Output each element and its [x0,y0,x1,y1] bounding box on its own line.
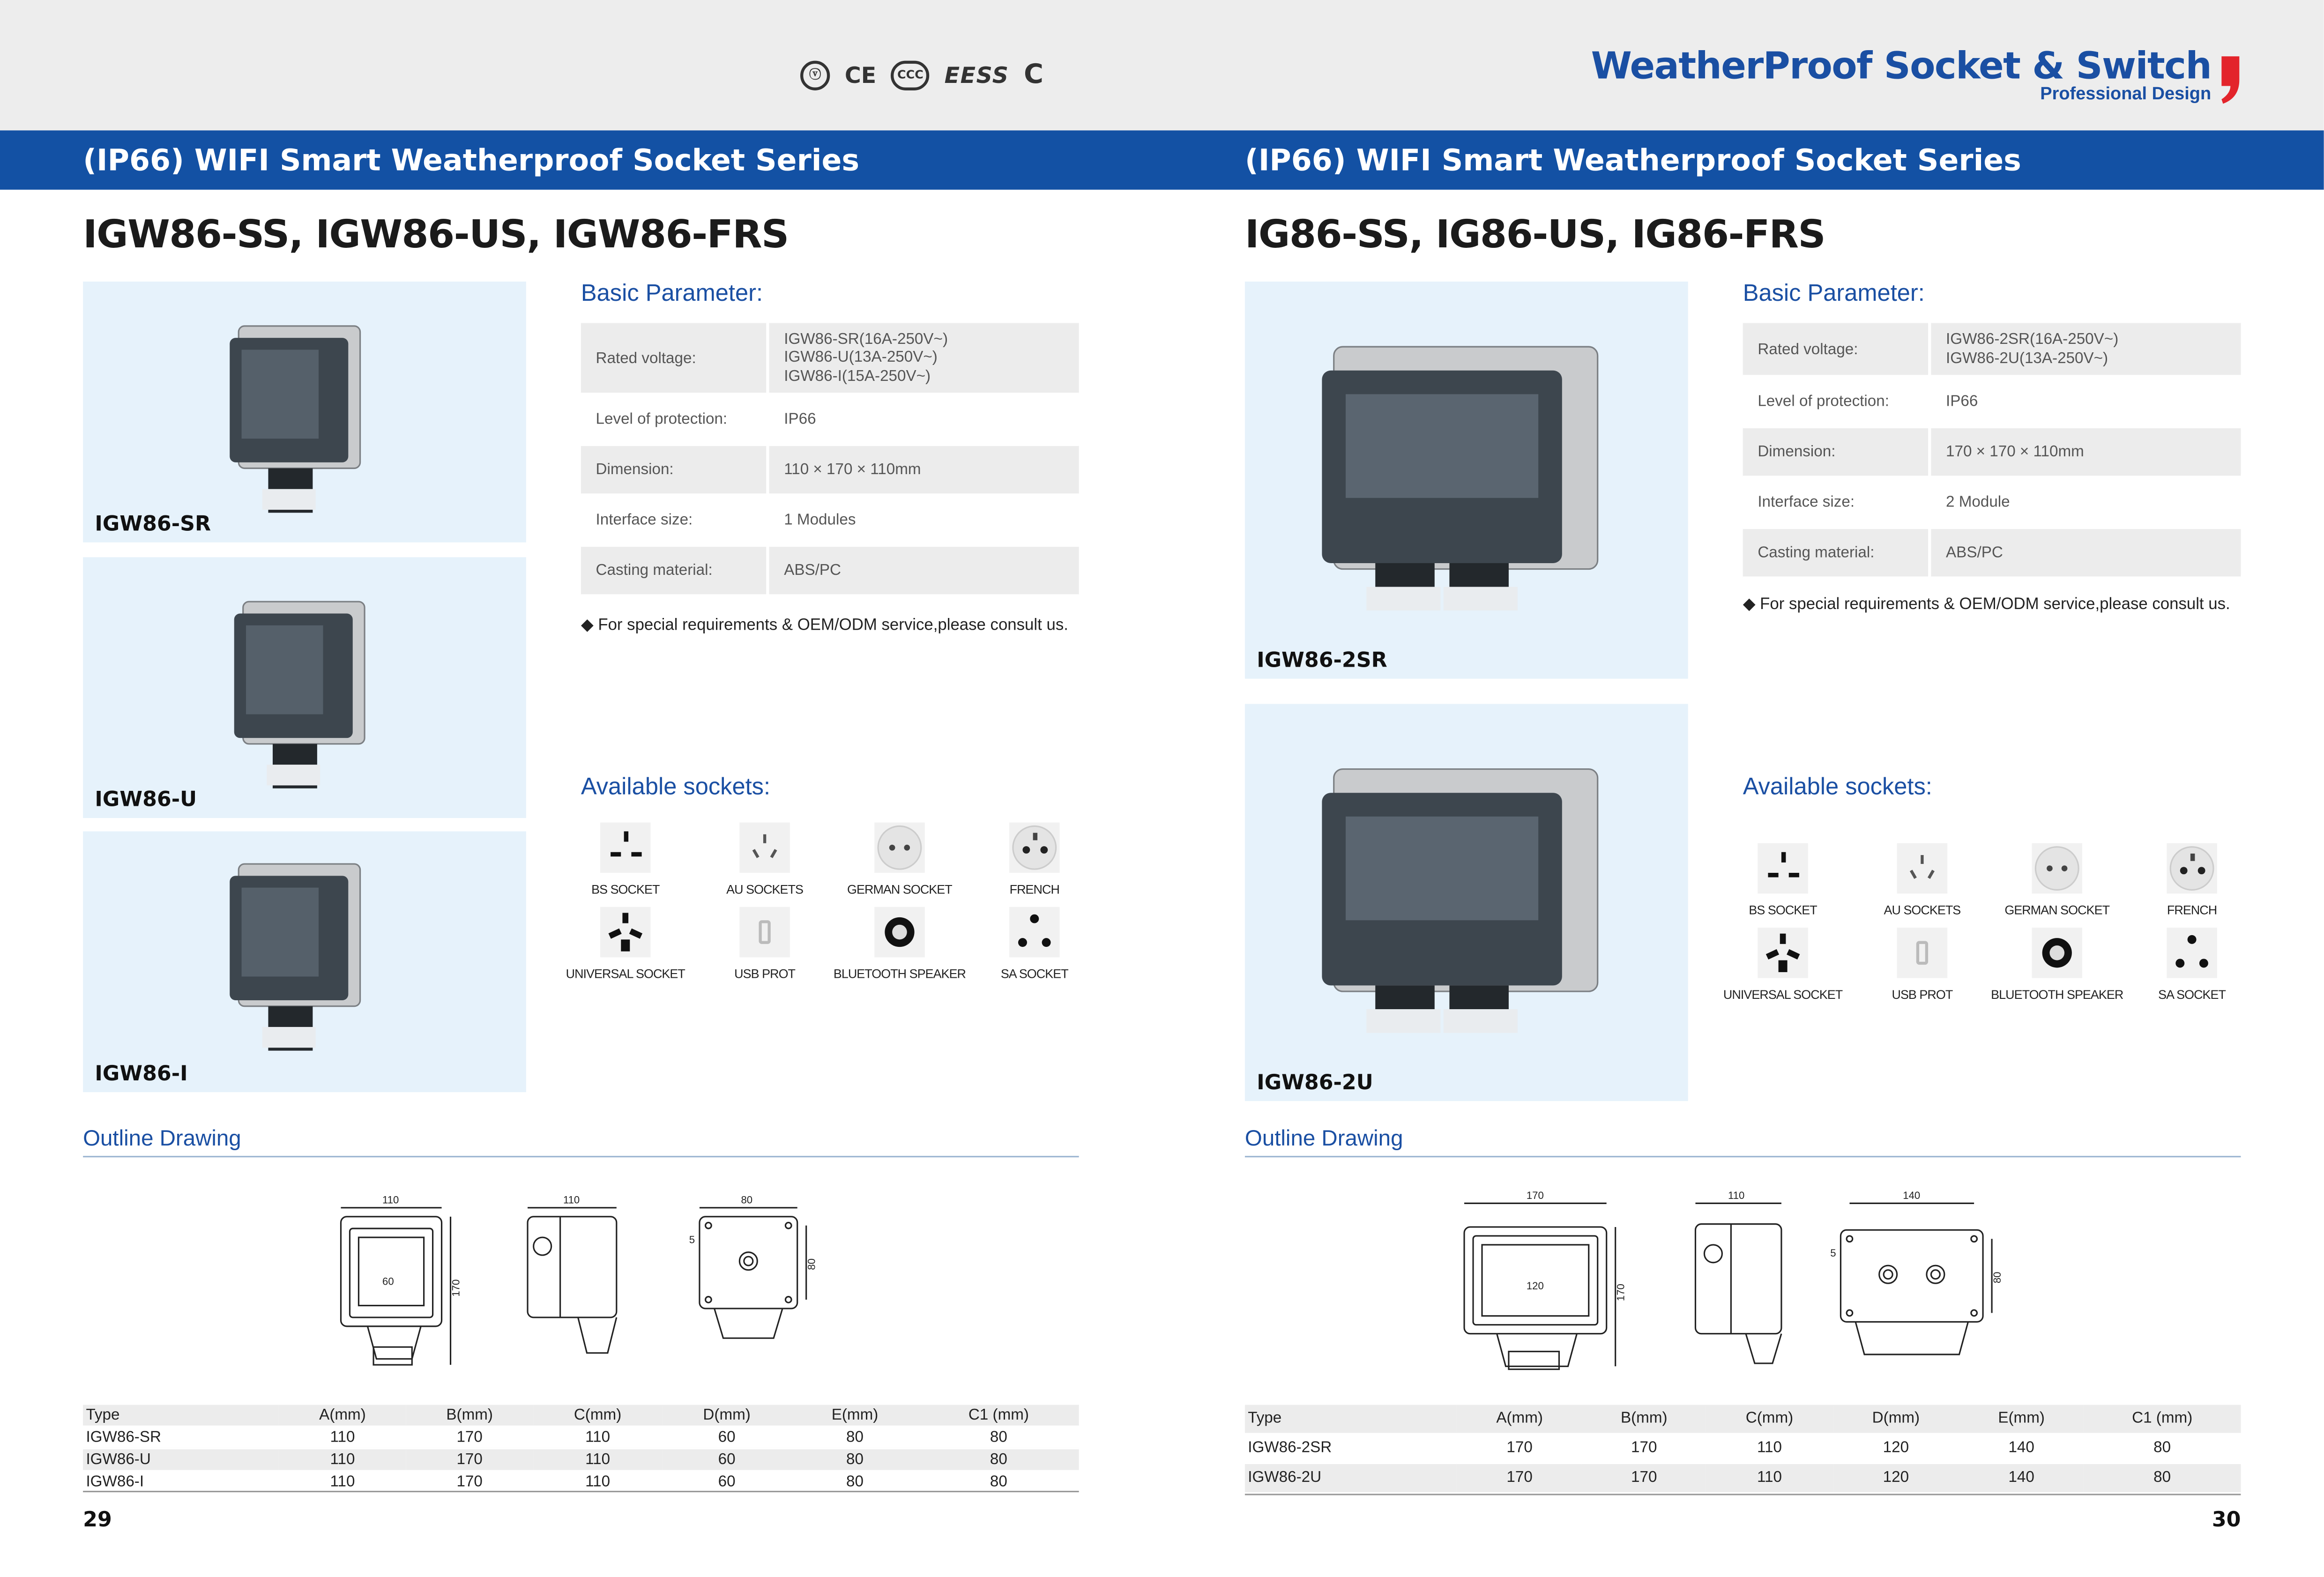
dim-label: 140 [1903,1189,1921,1201]
table-cell: 140 [2008,1468,2034,1487]
table-row [83,1426,1079,1448]
product-photo [1245,704,1688,1101]
column-header: Type [1248,1409,1282,1428]
column-header: C1 (mm) [2132,1409,2193,1428]
param-value: 110 × 170 × 110mm [767,445,1079,495]
socket-label: AU SOCKETS [1884,902,1961,917]
socket-label: BS SOCKET [591,881,660,897]
socket-option-usb-port [1855,928,1989,1002]
outline-drawing-heading: Outline Drawing [83,1126,241,1152]
param-value: ABS/PC [767,545,1079,596]
outline-drawing-double [1452,1185,2045,1393]
table-bottom-rule [83,1491,1079,1492]
dim-label: 110 [382,1194,399,1206]
param-key: Level of protection: [581,394,768,445]
param-key: Dimension: [1743,427,1930,477]
table-cell: 80 [846,1428,864,1446]
table-cell: 110 [330,1450,355,1468]
c-tick-mark-icon: C [1024,59,1043,90]
parameter-table [581,323,1079,597]
dim-label: 60 [382,1275,394,1287]
socket-label: UNIVERSAL SOCKET [1723,987,1843,1002]
column-header: C(mm) [1745,1409,1794,1428]
photo-caption: IGW86-2SR [1257,649,1387,673]
parameter-table [1743,323,2241,580]
outline-drawing-single [326,1190,860,1398]
socket-option-au-socket [698,822,832,896]
table-cell: 80 [846,1450,864,1468]
column-header: A(mm) [319,1406,366,1424]
series-title-right: (IP66) WIFI Smart Weatherproof Socket Series [1244,142,2021,178]
column-header: B(mm) [1620,1409,1668,1428]
column-header: Type [86,1406,120,1424]
bluetooth-speaker-icon [874,907,925,958]
socket-label: AU SOCKETS [726,881,804,897]
spec-table [1245,1405,2241,1493]
dim-label: 110 [1728,1189,1745,1201]
column-header: D(mm) [1872,1409,1920,1428]
product-photo [83,557,526,818]
param-key: Rated voltage: [581,323,768,394]
socket-option-bluetooth-speaker [1990,928,2124,1002]
table-cell: 80 [990,1472,1007,1490]
cert-v-icon: ⓥ [800,60,830,89]
socket-option-universal-socket [559,907,692,981]
page-left [0,190,1162,1577]
table-cell: 60 [718,1428,736,1446]
oem-note: ◆ For special requirements & OEM/ODM service,please consult us. [1743,595,2230,614]
single-socket-box-icon [224,323,372,516]
brand-title: WeatherProof Socket & Switch [1591,44,2212,88]
table-cell: 110 [1757,1439,1782,1457]
photo-caption: IGW86-I [95,1062,188,1086]
param-key: Interface size: [1743,477,1930,528]
brand-subtitle: Professional Design [2040,83,2212,104]
param-key: Dimension: [581,445,768,495]
series-title-left: (IP66) WIFI Smart Weatherproof Socket Series [83,142,860,178]
param-value: 1 Modules [767,495,1079,545]
dim-label: 5 [1830,1247,1836,1259]
sa-socket-icon [1009,907,1060,958]
table-cell: IGW86-I [86,1472,144,1490]
param-value: ABS/PC [1929,528,2241,578]
german-socket-icon [874,822,925,873]
table-cell: IGW86-SR [86,1428,162,1446]
universal-socket-icon [600,907,651,958]
dim-label: 5 [689,1234,695,1246]
table-cell: 140 [2008,1439,2034,1457]
dim-label: 170 [1615,1284,1627,1302]
section-rule [1245,1156,2241,1157]
table-row [1245,1463,2241,1492]
column-header: C(mm) [574,1406,622,1424]
socket-label: BS SOCKET [1749,902,1817,917]
socket-label: UNIVERSAL SOCKET [566,966,685,981]
column-header: C1 (mm) [968,1406,1029,1424]
table-cell: 80 [990,1428,1007,1446]
socket-option-german-socket [833,822,967,896]
available-sockets-heading: Available sockets: [1743,775,1932,801]
param-value: IP66 [1929,376,2241,427]
table-bottom-rule [1245,1494,2241,1495]
double-socket-box-icon [1316,341,1613,637]
table-cell: 170 [456,1450,483,1468]
dim-label: 80 [1991,1272,2004,1284]
photo-caption: IGW86-SR [95,513,211,537]
param-key: Casting material: [1743,528,1930,578]
param-key: Rated voltage: [1743,323,1930,377]
dim-label: 110 [563,1194,580,1206]
param-value: 170 × 170 × 110mm [1929,427,2241,477]
product-photo [1245,282,1688,679]
socket-option-german-socket [1990,843,2124,917]
socket-label: BLUETOOTH SPEAKER [1991,987,2123,1002]
param-value: 2 Module [1929,477,2241,528]
table-cell: 170 [1631,1468,1657,1487]
table-cell: 110 [585,1472,611,1490]
french-socket-icon [1009,822,1060,873]
dim-label: 80 [805,1258,818,1270]
product-photo [83,282,526,543]
table-cell: 80 [2153,1468,2171,1487]
french-socket-icon [2167,843,2217,894]
spec-table [83,1405,1079,1493]
socket-option-bs-socket [559,822,692,896]
socket-option-sa-socket [2125,928,2259,1002]
usb-port-icon [1897,928,1948,978]
available-sockets-heading: Available sockets: [581,775,771,801]
table-cell: 80 [2153,1439,2171,1457]
table-cell: 110 [1757,1468,1782,1487]
socket-option-bluetooth-speaker [833,907,967,981]
table-cell: 60 [718,1450,736,1468]
table-row [83,1470,1079,1492]
socket-label: SA SOCKET [2158,987,2226,1002]
socket-label: GERMAN SOCKET [2004,902,2110,917]
table-cell: 80 [990,1450,1007,1468]
table-cell: 110 [585,1428,611,1446]
bs-socket-icon [600,822,651,873]
photo-caption: IGW86-U [95,788,197,812]
bs-socket-icon [1758,843,1808,894]
table-cell: 110 [585,1450,611,1468]
basic-parameter-heading: Basic Parameter: [581,281,763,307]
column-header: E(mm) [1998,1409,2045,1428]
table-cell: 170 [1506,1468,1533,1487]
socket-option-universal-socket [1716,928,1850,1002]
certification-logos [800,60,1043,90]
column-header: E(mm) [831,1406,879,1424]
universal-socket-icon [1758,928,1808,978]
oem-note: ◆ For special requirements & OEM/ODM service,please consult us. [581,616,1068,634]
dim-label: 80 [741,1194,753,1206]
double-socket-box-icon [1316,763,1613,1060]
page-number: 30 [2212,1508,2241,1532]
table-header-row [1245,1405,2241,1433]
brand-logo [1591,45,2212,104]
param-key: Interface size: [581,495,768,545]
sa-socket-icon [2167,928,2217,978]
socket-label: BLUETOOTH SPEAKER [833,966,966,981]
dim-label: 120 [1526,1279,1544,1292]
table-header-row [83,1405,1079,1426]
model-title: IG86-SS, IG86-US, IG86-FRS [1244,213,1825,258]
dim-label: 170 [1526,1189,1544,1201]
column-header: A(mm) [1496,1409,1543,1428]
socket-option-french-socket [2125,843,2259,917]
socket-label: GERMAN SOCKET [847,881,952,897]
table-cell: 170 [1631,1439,1657,1457]
outline-drawing-heading: Outline Drawing [1244,1126,1403,1152]
socket-label: FRENCH [1009,881,1059,897]
table-cell: 120 [1883,1439,1909,1457]
table-cell: 60 [718,1472,736,1490]
param-value: IGW86-2SR(16A-250V~) IGW86-2U(13A-250V~) [1929,323,2241,377]
table-cell: IGW86-2U [1248,1468,1322,1487]
table-cell: 80 [846,1472,864,1490]
socket-label: SA SOCKET [1000,966,1068,981]
table-row [83,1448,1079,1470]
table-cell: IGW86-2SR [1248,1439,1332,1457]
ccc-mark-icon: CCC [891,60,930,89]
param-key: Casting material: [581,545,768,596]
socket-option-usb-port [698,907,832,981]
photo-caption: IGW86-2U [1257,1071,1373,1095]
au-socket-icon [739,822,790,873]
param-value: IGW86-SR(16A-250V~) IGW86-U(13A-250V~) IGW86-I(15A-250V~) [767,323,1079,394]
socket-option-sa-socket [968,907,1101,981]
dim-label: 170 [450,1279,462,1297]
usb-port-icon [739,907,790,958]
german-socket-icon [2032,843,2082,894]
table-cell: 110 [330,1428,355,1446]
page-number: 29 [83,1508,112,1532]
param-key: Level of protection: [1743,376,1930,427]
socket-label: USB PROT [734,966,796,981]
ce-mark-icon: CE [844,61,877,89]
table-cell: 110 [330,1472,355,1490]
table-cell: 170 [456,1472,483,1490]
eess-mark-icon: EESS [944,61,1009,89]
single-socket-box-icon [224,861,372,1054]
brand-comma-icon [2220,53,2241,107]
table-cell: 120 [1883,1468,1909,1487]
model-title: IGW86-SS, IGW86-US, IGW86-FRS [83,213,789,258]
section-rule [83,1156,1079,1157]
socket-label: USB PROT [1892,987,1953,1002]
table-cell: IGW86-U [86,1450,151,1468]
table-cell: 170 [1506,1439,1533,1457]
socket-option-french-socket [968,822,1101,896]
column-header: D(mm) [703,1406,751,1424]
single-socket-box-icon [228,599,376,791]
page-right [1162,190,2324,1577]
au-socket-icon [1897,843,1948,894]
basic-parameter-heading: Basic Parameter: [1743,281,1925,307]
socket-label: FRENCH [2167,902,2217,917]
column-header: B(mm) [446,1406,493,1424]
product-photo [83,831,526,1092]
socket-option-bs-socket [1716,843,1850,917]
socket-option-au-socket [1855,843,1989,917]
bluetooth-speaker-icon [2032,928,2082,978]
table-row [1245,1433,2241,1463]
table-cell: 170 [456,1428,483,1446]
param-value: IP66 [767,394,1079,445]
